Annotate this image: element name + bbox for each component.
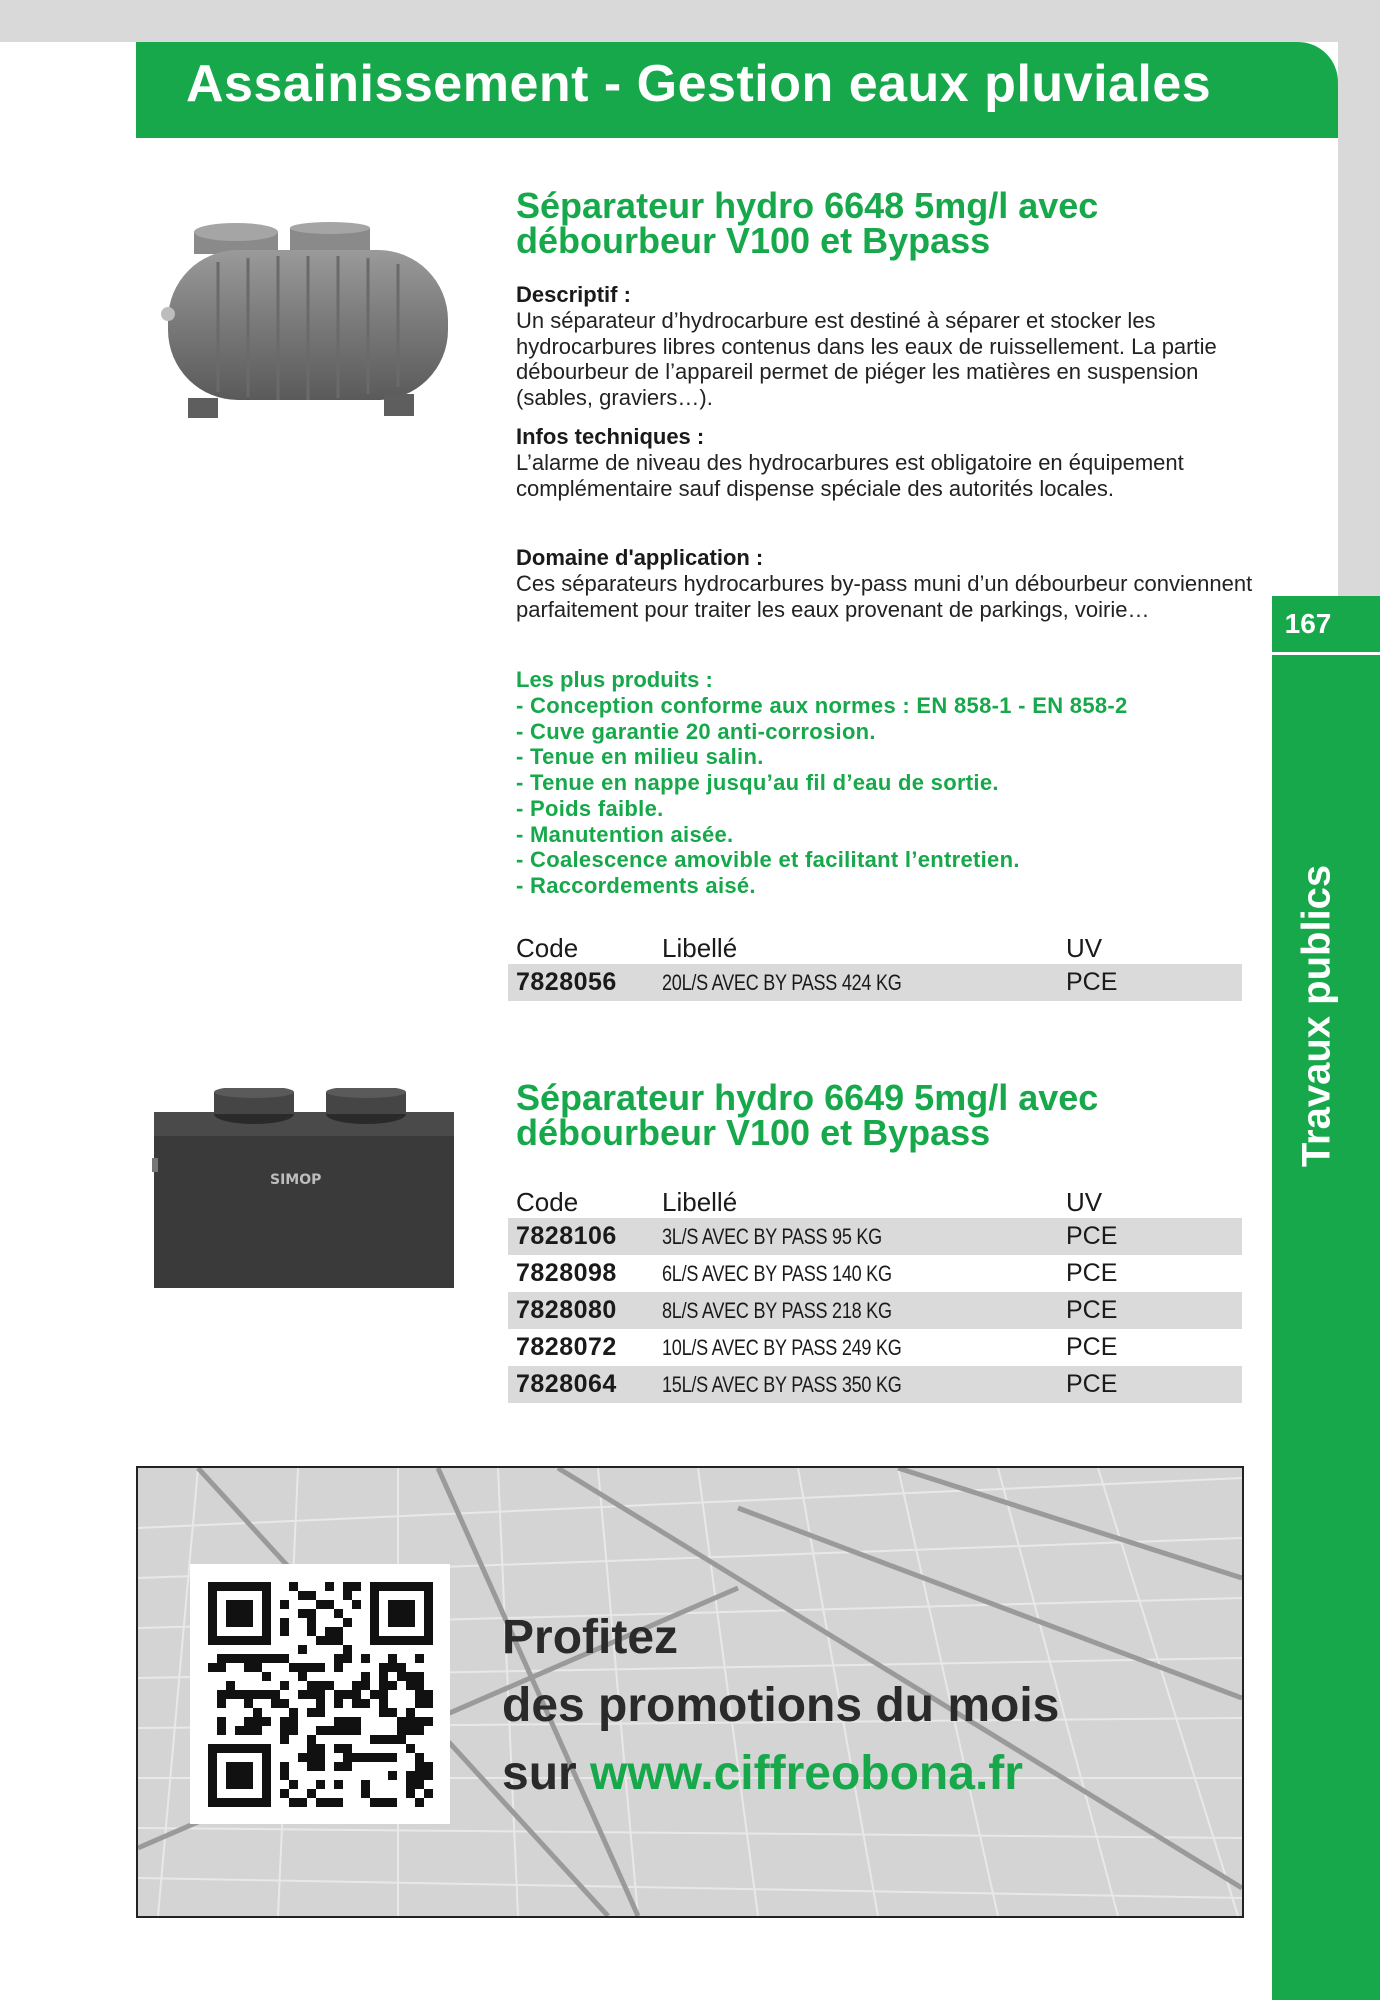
row-label: 20L/S AVEC BY PASS 424 KG [662, 969, 902, 995]
table-row [508, 1255, 1242, 1292]
row-uv: PCE [1066, 1333, 1118, 1361]
row-code: 7828106 [508, 1218, 662, 1255]
row-uv: PCE [1052, 1292, 1242, 1329]
plus-heading: Les plus produits : [516, 667, 713, 692]
table-header [508, 928, 1242, 964]
qr-code-icon [190, 1564, 450, 1824]
descriptif-section [516, 282, 1256, 410]
row-code: 7828056 [508, 964, 662, 1001]
product-table-6649 [508, 1182, 1242, 1403]
list-item: - Coalescence amovible et facilitant l’entretien. [516, 847, 1020, 873]
table-row [508, 1366, 1242, 1403]
side-tab [1272, 596, 1380, 2000]
table-row [508, 1329, 1242, 1366]
row-uv: PCE [1052, 1218, 1242, 1255]
row-label: 10L/S AVEC BY PASS 249 KG [662, 1334, 902, 1360]
row-uv: PCE [1052, 1366, 1242, 1403]
promo-banner[interactable] [136, 1466, 1244, 1918]
table-row [508, 1218, 1242, 1255]
box-illustration [152, 1088, 462, 1288]
domaine-heading: Domaine d'application : [516, 545, 764, 570]
row-code: 7828064 [508, 1366, 662, 1403]
tank-illustration [148, 222, 458, 432]
row-label: 15L/S AVEC BY PASS 350 KG [662, 1371, 902, 1397]
row-code: 7828098 [516, 1259, 617, 1287]
page-number-divider [1272, 652, 1380, 655]
promo-prefix: sur [502, 1747, 591, 1800]
product-image-box [152, 1088, 462, 1288]
product-title-6648: Séparateur hydro 6648 5mg/l avec débourbeur V100 et Bypass [516, 185, 1099, 261]
section-label: Travaux publics [1294, 864, 1339, 1168]
page-title: Assainissement - Gestion eaux pluviales [186, 55, 1212, 113]
product-image-tank [148, 222, 458, 432]
right-margin-strip [1338, 0, 1380, 600]
list-item: - Tenue en milieu salin. [516, 744, 764, 770]
row-code: 7828080 [508, 1292, 662, 1329]
list-item: - Manutention aisée. [516, 821, 734, 847]
header-bar [136, 42, 1338, 138]
row-uv: PCE [1066, 1259, 1118, 1287]
page-number: 167 [1284, 608, 1332, 639]
product-title-6649: Séparateur hydro 6649 5mg/l avec débourbeur V100 et Bypass [516, 1077, 1099, 1153]
table-row [508, 964, 1242, 1001]
row-uv: PCE [1052, 964, 1242, 1001]
promo-line-1: Profitez [502, 1611, 679, 1664]
infos-text: L’alarme de niveau des hydrocarbures est obligatoire en équipement complémentaire sauf dispense spéciale des autorités locales. [516, 450, 1184, 501]
list-item: - Cuve garantie 20 anti-corrosion. [516, 718, 876, 744]
promo-line-2: des promotions du mois [502, 1679, 1060, 1732]
list-item: - Raccordements aisé. [516, 872, 756, 898]
header-uv: UV [1066, 1187, 1103, 1217]
plus-produits-section [516, 667, 1256, 899]
domaine-section [516, 545, 1256, 622]
descriptif-text: Un séparateur d’hydrocarbure est destiné à séparer et stocker les hydrocarbures libres contenus dans les eaux de ruissellement. La partie débourbeur de l’appareil permet de piéger les matières en suspension (sables, graviers…). [516, 308, 1217, 410]
top-strip [0, 0, 1380, 42]
promo-url-link[interactable]: www.ciffreobona.fr [590, 1747, 1023, 1800]
header-label: Libellé [662, 1187, 738, 1217]
product-table-6648 [508, 928, 1242, 1001]
row-label: 3L/S AVEC BY PASS 95 KG [662, 1223, 882, 1249]
promo-text [502, 1604, 1059, 1808]
plus-list [516, 693, 1256, 899]
header-uv: UV [1066, 933, 1103, 963]
table-row [508, 1292, 1242, 1329]
header-code: Code [516, 1187, 579, 1217]
row-label: 6L/S AVEC BY PASS 140 KG [662, 1260, 892, 1286]
domaine-text: Ces séparateurs hydrocarbures by-pass muni d’un débourbeur conviennent parfaitement pour traiter les eaux provenant de parkings, voirie… [516, 571, 1253, 622]
brand-plate: SIMOP [270, 1172, 322, 1188]
list-item: - Tenue en nappe jusqu’au fil d’eau de sortie. [516, 770, 999, 796]
promo-line-3 [502, 1740, 1059, 1808]
list-item: - Conception conforme aux normes : EN 858-1 - EN 858-2 [516, 693, 1128, 718]
infos-heading: Infos techniques : [516, 424, 705, 449]
infos-techniques-section [516, 424, 1256, 501]
table-header [508, 1182, 1242, 1218]
descriptif-heading: Descriptif : [516, 282, 631, 307]
header-label: Libellé [662, 933, 738, 963]
list-item: - Poids faible. [516, 795, 664, 821]
qr-code[interactable] [190, 1564, 450, 1824]
row-code: 7828072 [516, 1333, 617, 1361]
header-code: Code [516, 933, 579, 963]
row-label: 8L/S AVEC BY PASS 218 KG [662, 1297, 892, 1323]
